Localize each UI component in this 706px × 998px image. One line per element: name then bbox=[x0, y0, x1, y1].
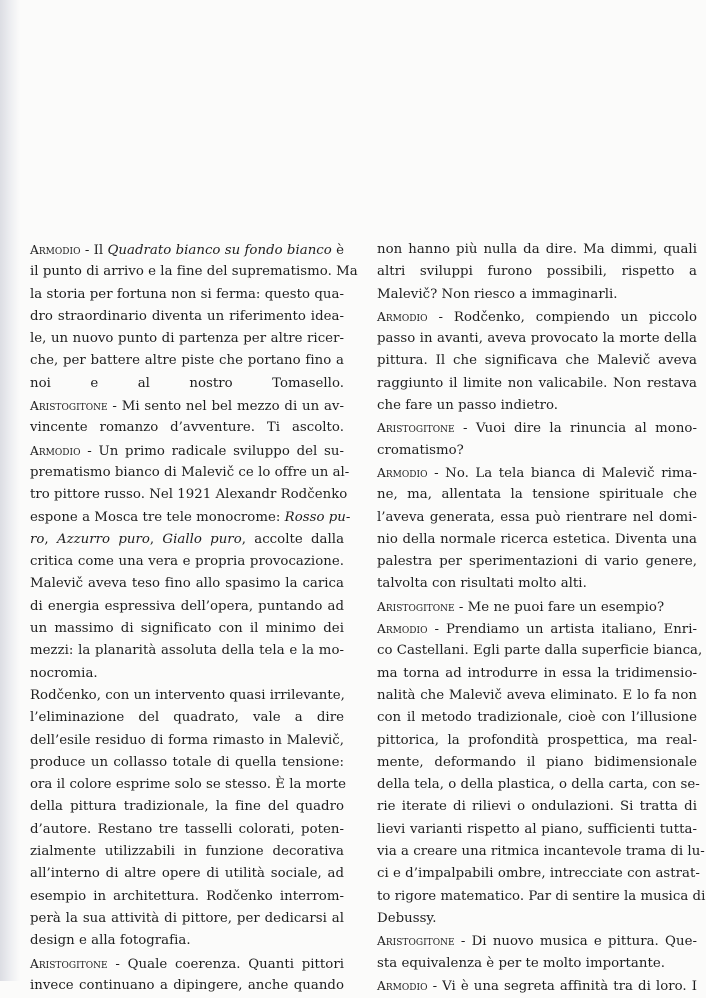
speaker-name: Armodio bbox=[377, 622, 428, 637]
line-text: , accolte dalla bbox=[241, 531, 345, 547]
text-line bbox=[377, 529, 697, 551]
line-text: nalità che Malevič aveva eliminato. E lo fa non bbox=[377, 687, 697, 703]
line-text: ma torna ad introdurre in essa la tridimensio- bbox=[377, 665, 697, 681]
line-text: tro pittore russo. Nel 1921 Alexandr Rodčenko bbox=[30, 487, 348, 503]
text-line bbox=[377, 774, 700, 796]
text-line bbox=[377, 596, 697, 618]
line-text: - Me ne puoi fare un esempio? bbox=[454, 599, 665, 615]
text-line bbox=[377, 863, 700, 885]
text-line bbox=[377, 618, 697, 640]
line-text: - No. La tela bianca di Malevič rima- bbox=[427, 465, 697, 481]
speaker-name: Aristogitone bbox=[377, 599, 455, 614]
line-text: - Un primo radicale sviluppo del su- bbox=[80, 443, 344, 459]
text-line bbox=[377, 373, 697, 395]
text-line bbox=[30, 774, 347, 796]
text-line bbox=[377, 328, 697, 350]
speaker-name: Aristogitone bbox=[30, 399, 108, 414]
text-line bbox=[30, 707, 344, 729]
line-text: - Il bbox=[80, 243, 108, 258]
text-line bbox=[377, 484, 697, 506]
text-line bbox=[30, 573, 344, 595]
text-line bbox=[377, 284, 697, 306]
text-line bbox=[30, 350, 344, 372]
line-text: - Quale coerenza. Quanti pittori bbox=[107, 956, 344, 972]
line-text: vincente romanzo d’avventure. Ti ascolto. bbox=[30, 420, 344, 436]
text-line bbox=[30, 596, 344, 618]
text-line bbox=[30, 796, 344, 818]
line-text: Malevič? Non riesco a immaginarli. bbox=[377, 286, 618, 302]
line-text: non hanno più nulla da dire. Ma dimmi, quali bbox=[377, 242, 697, 257]
line-text: invece continuano a dipingere, anche quando bbox=[30, 977, 344, 993]
page-edge-shadow bbox=[0, 0, 20, 981]
text-line bbox=[30, 886, 344, 908]
line-text: - Prendiamo un artista italiano, Enri- bbox=[427, 622, 697, 638]
text-line bbox=[377, 975, 697, 997]
text-line bbox=[30, 373, 344, 395]
text-line bbox=[377, 306, 697, 328]
text-line bbox=[377, 930, 697, 952]
right-column bbox=[377, 239, 706, 997]
line-text: co Castellani. Egli parte dalla superficie bianca, bbox=[377, 643, 703, 659]
text-line bbox=[377, 663, 697, 685]
line-text: design e alla fotografia. bbox=[30, 933, 191, 949]
line-text: - Vuoi dire la rinuncia al mono- bbox=[454, 421, 697, 437]
line-text: che fare un passo indietro. bbox=[377, 398, 559, 414]
line-text: della tela, o della plastica, o della carta, con se- bbox=[377, 777, 700, 793]
text-line bbox=[377, 685, 697, 707]
italic-title: Quadrato bianco su fondo bianco bbox=[107, 243, 332, 258]
line-text: - Mi sento nel bel mezzo di un av- bbox=[107, 399, 344, 415]
speaker-name: Armodio bbox=[377, 309, 428, 324]
text-line bbox=[377, 953, 697, 975]
speaker-name: Armodio bbox=[377, 465, 428, 480]
line-text: mente, deformando il piano bidimensionale bbox=[377, 754, 697, 770]
line-text: di energia espressiva dell’opera, puntando ad bbox=[30, 598, 344, 614]
line-text: della pittura tradizionale, la fine del quadro bbox=[30, 799, 344, 815]
line-text: l’aveva generata, essa può rientrare nel domi- bbox=[377, 509, 697, 525]
line-text: passo in avanti, aveva provocato la morte della bbox=[377, 331, 697, 347]
text-line bbox=[30, 551, 344, 573]
text-line bbox=[30, 284, 344, 306]
line-text: prematismo bianco di Malevič ce lo offre un al- bbox=[30, 464, 350, 480]
italic-title: Giallo puro bbox=[162, 531, 242, 547]
line-text: il punto di arrivo e la fine del suprematismo. Ma bbox=[30, 264, 358, 280]
line-text: le, un nuovo punto di partenza per altre ricer- bbox=[30, 331, 344, 347]
line-text: espone a Mosca tre tele monocrome: bbox=[30, 509, 285, 525]
italic-title: Rosso pu- bbox=[284, 509, 351, 525]
line-text: talvolta con risultati molto alti. bbox=[377, 576, 587, 592]
line-text: noi e al nostro Tomasello. bbox=[30, 375, 344, 391]
text-line bbox=[377, 730, 697, 752]
text-line bbox=[377, 507, 697, 529]
text-line bbox=[30, 730, 344, 752]
text-line bbox=[30, 395, 344, 417]
text-line bbox=[30, 953, 344, 975]
line-text: con il metodo tradizionale, cioè con l’illusione bbox=[377, 710, 697, 726]
text-line bbox=[377, 752, 697, 774]
text-line bbox=[30, 841, 344, 863]
text-line bbox=[30, 239, 344, 261]
text-line bbox=[377, 440, 697, 462]
line-text: altri sviluppi furono possibili, rispetto a bbox=[377, 264, 697, 280]
line-text: raggiunto il limite non valicabile. Non restava bbox=[377, 375, 697, 391]
text-line bbox=[377, 239, 697, 261]
line-text: cromatismo? bbox=[377, 442, 464, 458]
line-text: dell’esile residuo di forma rimasto in Malevič, bbox=[30, 732, 344, 748]
line-text: Debussy. bbox=[377, 910, 437, 926]
text-line bbox=[377, 417, 697, 439]
line-text: critica come una vera e propria provocazione. bbox=[30, 554, 344, 570]
text-line bbox=[30, 484, 348, 506]
line-text: - Vi è una segreta affinità tra di loro. I bbox=[427, 978, 697, 994]
text-line bbox=[377, 640, 703, 662]
line-text: all’interno di altre opere di utilità sociale, ad bbox=[30, 866, 344, 882]
line-text: esempio in architettura. Rodčenko interrom- bbox=[30, 888, 344, 904]
italic-title: Azzurro puro bbox=[56, 531, 150, 547]
line-text: , bbox=[44, 531, 57, 547]
text-line bbox=[30, 908, 344, 930]
text-line bbox=[30, 663, 344, 685]
line-text: lievi varianti rispetto al piano, sufficienti tutta- bbox=[377, 821, 697, 837]
text-line bbox=[377, 707, 697, 729]
line-text: la storia per fortuna non si ferma: questo qua- bbox=[30, 286, 344, 302]
text-line bbox=[30, 440, 344, 462]
line-text: mezzi: la planarità assoluta della tela e la mo- bbox=[30, 643, 344, 659]
text-line bbox=[377, 462, 697, 484]
line-text: produce un collasso totale di quella tensione: bbox=[30, 754, 344, 770]
line-text: pittura. Il che significava che Malevič aveva bbox=[377, 353, 697, 369]
line-text: Malevič aveva teso fino allo spasimo la carica bbox=[30, 576, 344, 592]
text-line bbox=[377, 261, 697, 283]
text-line bbox=[30, 640, 344, 662]
line-text: un massimo di significato con il minimo dei bbox=[30, 621, 344, 637]
text-line bbox=[30, 752, 344, 774]
text-line bbox=[30, 930, 344, 952]
line-text: - Rodčenko, compiendo un piccolo bbox=[427, 309, 697, 325]
line-text: - Di nuovo musica e pittura. Que- bbox=[454, 934, 697, 950]
line-text: che, per battere altre piste che portano fino a bbox=[30, 353, 344, 369]
text-line bbox=[30, 328, 344, 350]
line-text: palestra per sperimentazioni di vario genere, bbox=[377, 554, 697, 570]
line-text: perà la sua attività di pittore, per dedicarsi al bbox=[30, 910, 344, 926]
line-text: l’eliminazione del quadrato, vale a dire bbox=[30, 710, 344, 726]
line-text: ne, ma, allentata la tensione spirituale che bbox=[377, 487, 697, 503]
text-line bbox=[30, 975, 344, 997]
line-text: zialmente utilizzabili in funzione decorativa bbox=[30, 844, 344, 860]
text-line bbox=[377, 886, 706, 908]
text-line bbox=[377, 350, 697, 372]
text-line bbox=[377, 841, 705, 863]
text-line bbox=[30, 306, 344, 328]
line-text: Rodčenko, con un intervento quasi irrilevante, bbox=[30, 687, 345, 703]
text-line bbox=[30, 462, 350, 484]
line-text: , bbox=[149, 531, 163, 547]
text-line bbox=[30, 685, 344, 707]
italic-title: ro bbox=[30, 531, 45, 547]
line-text: sta equivalenza è per te molto importante. bbox=[377, 955, 666, 971]
line-text: ci e d’impalpabili ombre, intrecciate con astrat- bbox=[377, 866, 700, 882]
line-text: rie iterate di rilievi o ondulazioni. Si tratta di bbox=[377, 799, 697, 815]
text-line bbox=[30, 507, 351, 529]
speaker-name: Armodio bbox=[30, 243, 81, 257]
line-text: via a creare una ritmica incantevole trama di lu- bbox=[377, 844, 705, 860]
text-line bbox=[30, 618, 344, 640]
text-line bbox=[377, 573, 697, 595]
speaker-name: Aristogitone bbox=[377, 934, 455, 949]
speaker-name: Aristogitone bbox=[30, 956, 108, 971]
speaker-name: Aristogitone bbox=[377, 421, 455, 436]
speaker-name: Armodio bbox=[377, 978, 428, 993]
text-line bbox=[30, 261, 358, 283]
line-text: to rigore matematico. Par di sentire la musica di bbox=[377, 888, 706, 904]
line-text: d’autore. Restano tre tasselli colorati, poten- bbox=[30, 821, 344, 837]
text-line bbox=[30, 819, 344, 841]
text-line bbox=[377, 908, 697, 930]
text-line bbox=[377, 819, 697, 841]
line-text: ora il colore esprime solo se stesso. È la morte bbox=[30, 777, 347, 793]
line-text: pittorica, la profondità prospettica, ma real- bbox=[377, 732, 697, 748]
text-line bbox=[377, 551, 697, 573]
line-text: nio della normale ricerca estetica. Diventa una bbox=[377, 531, 697, 547]
text-line bbox=[30, 863, 344, 885]
line-text: è bbox=[331, 243, 345, 258]
left-column bbox=[30, 239, 358, 997]
text-line bbox=[377, 796, 697, 818]
text-line bbox=[30, 529, 344, 551]
line-text: dro straordinario diventa un riferimento idea- bbox=[30, 308, 344, 324]
text-line bbox=[30, 417, 344, 439]
speaker-name: Armodio bbox=[30, 443, 81, 458]
line-text: nocromia. bbox=[30, 665, 98, 681]
text-line bbox=[377, 395, 697, 417]
